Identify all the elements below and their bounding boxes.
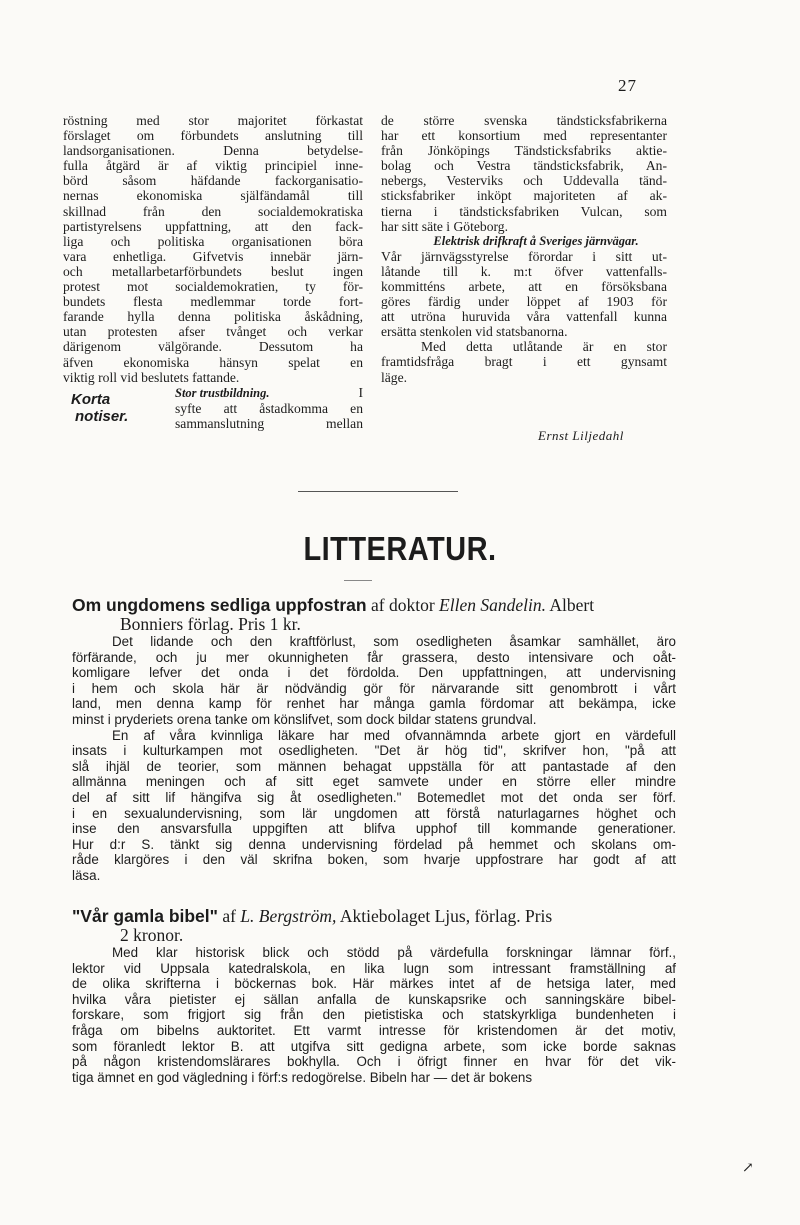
page-number: 27 bbox=[618, 76, 637, 95]
text-line: läsa. bbox=[72, 867, 101, 883]
sidenote-label bbox=[71, 391, 163, 425]
text-line: nebergs, Vesterviks och Uddevalla tänd- bbox=[381, 173, 667, 189]
corner-mark: ↗ bbox=[742, 1161, 754, 1176]
text-line: Det lidande och den kraftförlust, som osedligheten åsamkar samhället, äro bbox=[112, 634, 676, 649]
right-column-heading: Elektrisk drifkraft å Sveriges järnvägar. bbox=[433, 233, 639, 248]
text-line: och metallarbetarförbundets beslut ingen bbox=[63, 263, 363, 279]
text-line: fråga om bibelns auktoritet. Ett varmt intresse för kristendomen är det motiv, bbox=[72, 1022, 676, 1038]
text-line: Med detta utlåtande är en stor bbox=[421, 339, 667, 355]
text-line: slå ihjäl de teorier, som männen behagat uppställa för att pantastade af den bbox=[72, 758, 676, 774]
text-line: inse den ansvarsfulla uppgiften att blifva upphof till kommande generationer. bbox=[72, 821, 676, 837]
text-line: tiga ämnet en god vägledning i förf:s redogörelse. Bibeln har — det är bokens bbox=[72, 1069, 533, 1085]
section-title: LITTERATUR. bbox=[303, 530, 497, 567]
review-2-title-rest: Aktiebolaget Ljus, förlag. Pris bbox=[336, 906, 553, 926]
text-line: läge. bbox=[381, 369, 408, 385]
review-1 bbox=[72, 596, 676, 884]
sidenote-label-line1: Korta bbox=[71, 390, 111, 408]
review-1-author: Ellen Sandelin. bbox=[439, 595, 546, 615]
review-1-title-rest: Albert bbox=[545, 595, 595, 615]
signature: Ernst Liljedahl bbox=[538, 428, 624, 443]
text-line: nernas ekonomiska själfändamål till bbox=[63, 188, 363, 204]
text-line: göres färdig under löppet af 1903 för bbox=[381, 294, 667, 310]
review-2-body bbox=[72, 945, 676, 1085]
text-line: Med klar historisk blick och stödd på värdefulla forskningar lämnar förf., bbox=[112, 945, 676, 960]
review-1-body bbox=[72, 634, 676, 884]
review-2-title-bold: "Vår gamla bibel" bbox=[72, 906, 218, 926]
text-line: insats i kulturkampen mot osedligheten. "Det är hög tid", skrifver hon, "på att bbox=[72, 743, 676, 759]
sidenote-line: sammanslutning mellan bbox=[175, 415, 363, 431]
text-line: de olika skrifterna i böckernas bok. Här märkes intet af de hetsiga later, med bbox=[72, 976, 676, 992]
text-line: röstning med stor majoritet förkastat bbox=[63, 113, 363, 128]
text-line: forskare, som frigjort sig från den pietistiska och statskyrkliga bundenheten i bbox=[72, 1007, 676, 1023]
text-line: förslaget om förbundets anslutning till bbox=[63, 128, 363, 144]
text-line: hvilka våra pietister ej sällan anfalla de kunskapsrike och sanningskäre bibel- bbox=[72, 991, 676, 1007]
text-line: partistyrelsens uppfattning, att den fack- bbox=[63, 218, 363, 234]
text-line: bolag och Vestra tändsticksfabrik, An- bbox=[381, 158, 667, 174]
text-line: börd såsom häfdande fackorganisatio- bbox=[63, 173, 363, 189]
text-line: sticksfabriker inköpt majoriteten af ak- bbox=[381, 188, 667, 204]
text-line: därigenom välgörande. Dessutom ha bbox=[63, 339, 363, 355]
sidenote-heading: Stor trustbildning. bbox=[175, 385, 270, 400]
text-line: fulla åtgärd är af viktig principiel inne- bbox=[63, 158, 363, 174]
text-line: viktig roll vid beslutets fattande. bbox=[63, 369, 240, 385]
text-line: förfärande, och ju mer okunnigheten får grassera, desto intensivare och oåt- bbox=[72, 649, 676, 665]
review-1-title-mid: af doktor bbox=[366, 595, 440, 615]
review-2-title-mid: af bbox=[217, 906, 241, 926]
sidenote-line: I bbox=[358, 384, 363, 400]
text-line: minst i pryderiets orena tanke om könslifvet, som dock bildar statens grundval. bbox=[72, 711, 537, 727]
text-line: äfven ekonomiska hänsyn spelat en bbox=[63, 354, 363, 370]
text-line: framtidsfråga bragt i ett gynsamt bbox=[381, 354, 667, 370]
text-line: i en sexualundervisning, som lär ungdomen att förstå naturlagarnes höghet och bbox=[72, 805, 676, 821]
text-line: landsorganisationen. Denna betydelse- bbox=[63, 143, 363, 159]
right-column bbox=[381, 113, 667, 385]
text-line: utan protesten afser tvånget och verkar bbox=[63, 324, 363, 340]
text-line: har ett konsortium med representanter bbox=[381, 128, 667, 144]
text-line: i hem och skola här är nödvändig gör för närvarande sitt genombrott i vårt bbox=[72, 680, 676, 696]
sidenote-line: syfte att åstadkomma en bbox=[175, 400, 363, 416]
right-column-text bbox=[381, 113, 667, 234]
text-line: råde klargöres i den väl skrifna boken, som hvarje uppfostrare har godt af att bbox=[72, 852, 676, 868]
text-line: komligare lefver det onda i det fördolda. Den uppfattningen, att undervisning bbox=[72, 665, 676, 681]
text-line: att utröna huruvida våra vattenfall kunna bbox=[381, 309, 667, 325]
text-line: liga och politiska organisationen böra bbox=[63, 233, 363, 249]
text-line: vara enhetliga. Gifvetvis innebär järn- bbox=[63, 248, 363, 264]
left-column bbox=[63, 113, 363, 433]
review-2-title bbox=[72, 907, 676, 945]
text-line: land, men denna kamp för renhet har många gamla fördomar att bekämpa, icke bbox=[72, 696, 676, 712]
sidenote-block bbox=[63, 385, 363, 433]
review-2 bbox=[72, 907, 676, 1085]
text-line: från Jönköpings Tändsticksfabriks aktie- bbox=[381, 143, 667, 159]
text-line: kommitténs arbete, att en försöksbana bbox=[381, 278, 667, 294]
text-line: ersätta stenkolen vid statsbanorna. bbox=[381, 324, 568, 340]
text-line: lektor vid Uppsala katedralskola, en lika lugn som intressant framställning af bbox=[72, 960, 676, 976]
sidenote-text bbox=[175, 385, 363, 431]
sidenote-label-line2: notiser. bbox=[75, 407, 129, 425]
text-line: de större svenska tändsticksfabrikerna bbox=[381, 113, 667, 128]
text-line: Hur d:r S. tänkt sig denna undervisning fördelad på hemmet och skolans om- bbox=[72, 836, 676, 852]
left-column-text bbox=[63, 113, 363, 385]
text-line: allmänna meningen och af sitt eget samvete under en större eller mindre bbox=[72, 774, 676, 790]
text-line: skillnad från den socialdemokratiska bbox=[63, 203, 363, 219]
text-line: tierna i tändsticksfabriken Vulcan, som bbox=[381, 203, 667, 219]
text-line: bundets flesta medlemmar torde fort- bbox=[63, 294, 363, 310]
sidenote-heading-line bbox=[175, 385, 363, 401]
review-1-title bbox=[72, 596, 676, 634]
title-underline bbox=[344, 580, 372, 581]
review-1-title-line2: Bonniers förlag. Pris 1 kr. bbox=[120, 614, 301, 634]
right-column-text-2 bbox=[381, 249, 667, 385]
text-line: del af sitt lif hängifva sig åt osedligheten." Botemedlet mot det onda ser förf. bbox=[72, 789, 676, 805]
text-line: Vår järnvägsstyrelse förordar i sitt ut- bbox=[381, 248, 667, 264]
review-2-author: L. Bergström, bbox=[240, 906, 337, 926]
text-line: har sitt säte i Göteborg. bbox=[381, 218, 508, 234]
text-line: En af våra kvinnliga läkare har med ofvannämnda arbete gjort en värdefull bbox=[112, 727, 676, 743]
text-line: protest mot socialdemokratien, ty för- bbox=[63, 279, 363, 295]
text-line: farande hylla denna politiska åskådning, bbox=[63, 309, 363, 325]
review-1-title-bold: Om ungdomens sedliga uppfostran bbox=[72, 595, 367, 615]
text-line: på någon kristendomslärares bokhylla. Och i öfrigt finner en hvar för det vik- bbox=[72, 1054, 676, 1070]
review-2-title-line2: 2 kronor. bbox=[120, 925, 184, 945]
text-line: som föranledt lektor B. att utgifva sitt gedigna arbete, som icke borde saknas bbox=[72, 1038, 676, 1054]
text-line: låtande till k. m:t öfver vattenfalls- bbox=[381, 263, 667, 279]
section-divider bbox=[298, 491, 458, 492]
